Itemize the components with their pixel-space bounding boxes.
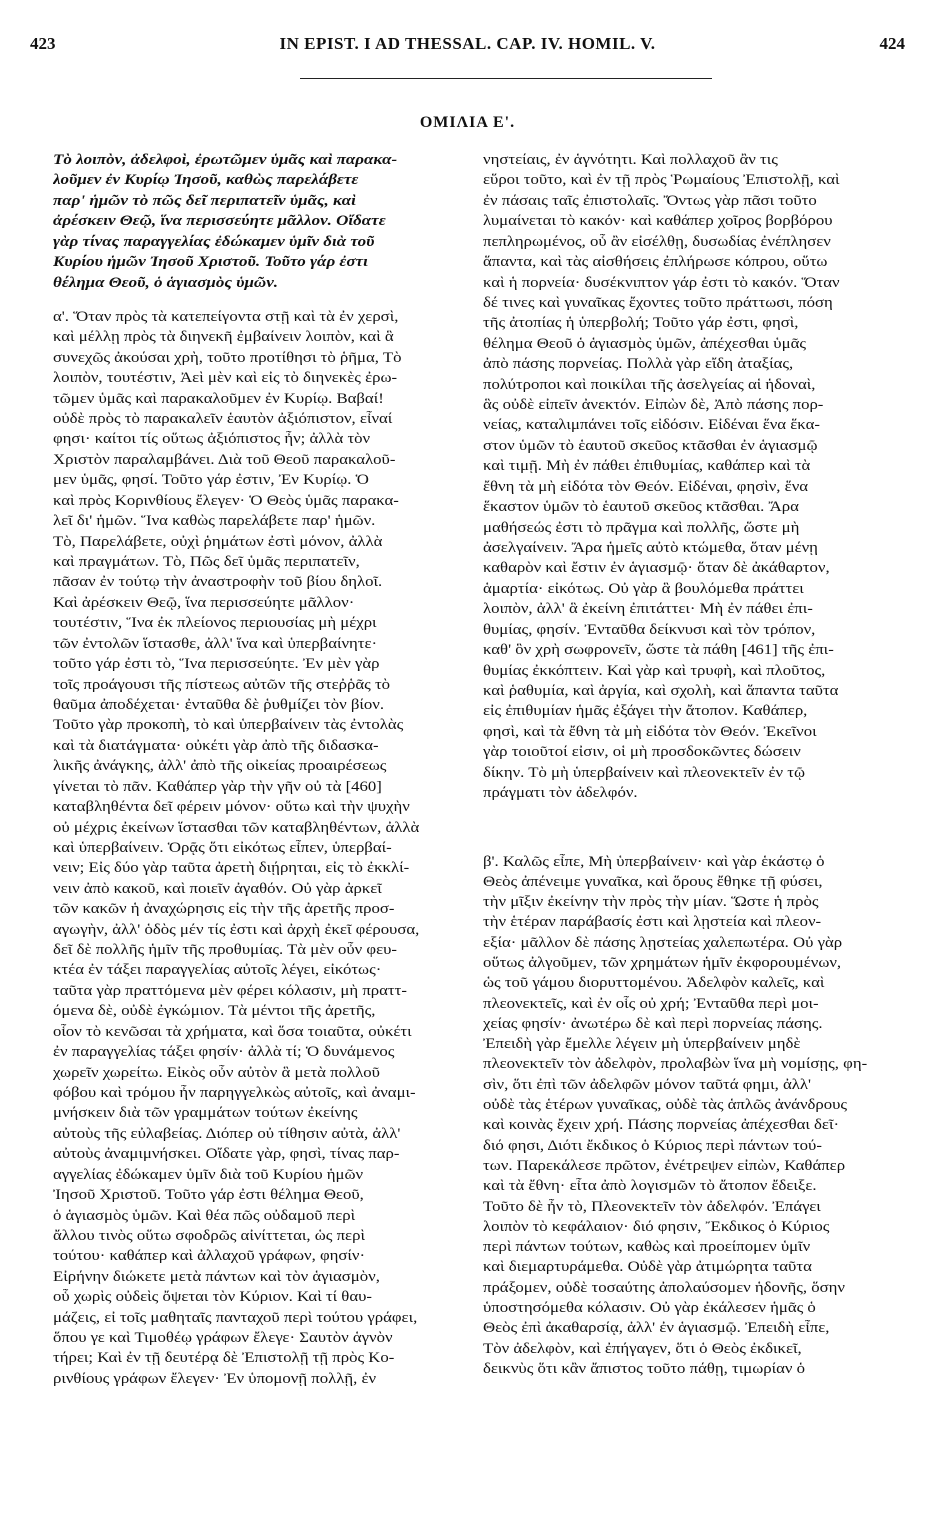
text-line: οἷον τὸ κενῶσαι τὰ χρήματα, καὶ ὅσα τοιαῦτα, οὐκέτι [53, 1023, 412, 1040]
text-line: κτέα ἐν τάξει παραγγελίας αὐτοῖς λέγει, εἰκότως· [53, 962, 382, 979]
text-line: πράξομεν, οὐδὲ τοσαύτης ἀπολαύσομεν ἡδονῆς, ὅσην [483, 1279, 845, 1296]
commentary-paragraph-beta [483, 852, 883, 1380]
running-header [30, 34, 905, 58]
text-line: ἁμαρτία· εἰκότως. Οὐ γὰρ ἃ βουλόμεθα πράττει [483, 580, 804, 597]
text-line: εξία· μᾶλλον δὲ πάσης λῃστείας χαλεπωτέρα. Οὐ γὰρ [483, 934, 843, 951]
text-line: δίκην. Τὸ μὴ ὑπερβαίνειν καὶ πλεονεκτεῖν ἐν τῷ [483, 764, 806, 781]
text-line: ἀρέσκειν Θεῷ, ἵνα περισσεύητε μᾶλλον. Οἴδατε [53, 213, 386, 230]
text-line: παρ' ἡμῶν τὸ πῶς δεῖ περιπατεῖν ὑμᾶς, καὶ [53, 192, 356, 209]
text-line: ὑποστησόμεθα κόλασιν. Οὐ γὰρ ἐκάλεσεν ἡμᾶς ὁ [483, 1300, 816, 1317]
text-line: ἕκαστον ὑμῶν τὸ ἑαυτοῦ σκεῦος κτᾶσθαι. Ἄρα [483, 499, 799, 516]
scripture-passage [53, 150, 453, 293]
text-line: ἀπὸ πάσης πορνείας. Πολλὰ γὰρ εἴδη ἀταξίας, [483, 356, 794, 373]
text-line: Κυρίου ἡμῶν Ἰησοῦ Χριστοῦ. Τοῦτο γάρ ἐστι [53, 254, 368, 271]
page-number-right: 424 [879, 34, 905, 53]
text-line: λοιπὸν, ἀλλ' ἃ ἐκείνη ἐπιτάττει· Μὴ ἐν πάθει ἐπι- [483, 601, 813, 618]
text-line: δέ τινες καὶ γυναῖκας ἔχοντες τοῦτο πράττωσι, πόση [483, 294, 833, 311]
text-line: Τοῦτο γὰρ προκοπὴ, τὸ καὶ ὑπερβαίνειν τὰς ἐντολὰς [53, 717, 404, 734]
text-line: καὶ τὰ διατάγματα· οὐκέτι γὰρ ἀπὸ τῆς διδασκα- [53, 737, 379, 754]
text-line: μνήσκειν διὰ τῶν γραμμάτων τούτων ἐκείνης [53, 1105, 358, 1122]
text-line: λεῖ δι' ἡμῶν. Ἵνα καθὼς παρελάβετε παρ' ἡμῶν. [53, 513, 376, 530]
text-line: Εἰρήνην διώκετε μετὰ πάντων καὶ τὸν ἁγιασμὸν, [53, 1268, 380, 1285]
text-line: τοῦτο γάρ ἐστι τὸ, Ἵνα περισσεύητε. Ἐν μὲν γὰρ [53, 656, 380, 673]
text-line: πλεονεκτεῖν τὸν ἀδελφὸν, προλαβὼν ἵνα μὴ νομίσῃς, φη- [483, 1056, 868, 1073]
text-line: φησι· καίτοι τίς οὕτως ἀξιόπιστος ἦν; ἀλλὰ τὸν [53, 431, 371, 448]
text-line: φησὶ, καὶ τὰ ἔθνη τὰ μὴ εἰδότα τὸν Θεόν. Ἐκεῖνοι [483, 723, 817, 740]
text-line: τῶν κακῶν ἡ ἀναχώρησις εἰς τὴν τῆς ἀρετῆς προσ- [53, 901, 395, 918]
text-line: πεπληρωμένος, οὗ ἂν εἰσέλθῃ, δυσωδίας ἐνέπλησεν [483, 233, 831, 250]
text-line: α'. Ὅταν πρὸς τὰ κατεπείγοντα στῇ καὶ τὰ ἐν χερσὶ, [53, 308, 399, 325]
text-line: Τοῦτο δὲ ἦν τὸ, Πλεονεκτεῖν τὸν ἀδελφόν. Ἐπάγει [483, 1198, 821, 1215]
text-line: Τὸν ἀδελφὸν, καὶ ἐπήγαγεν, ὅτι ὁ Θεὸς ἐκδικεῖ, [483, 1340, 802, 1357]
text-line: αγγελίας ἐδώκαμεν ὑμῖν διὰ τοῦ Κυρίου ἡμῶν [53, 1166, 364, 1183]
text-line: καὶ τιμῇ. Μὴ ἐν πάθει ἐπιθυμίας, καθάπερ καὶ τὰ [483, 458, 811, 475]
text-line: δεῖ δὲ πολλῆς ἡμῖν τῆς προθυμίας. Τὰ μὲν οὖν φευ- [53, 942, 397, 959]
text-line: εἰς ἐπιθυμίαν ἡμᾶς ἐξάγει τὴν ἄτοπον. Καθάπερ, [483, 703, 808, 720]
text-line: συνεχῶς ἀκούσαι χρὴ, τοῦτο προτίθησι τὸ ῥῆμα, Τὸ [53, 349, 402, 366]
text-line: Θεὸς ἐπὶ ἀκαθαρσίᾳ, ἀλλ' ἐν ἁγιασμῷ. Ἐπειδὴ εἶπε, [483, 1320, 830, 1337]
text-line: ταῦτα γὰρ πραττόμενα μὲν φέρει κόλασιν, μὴ πραττ- [53, 982, 407, 999]
text-line: τοῖς προάγουσι τῆς πίστεως αὐτῶν τῆς στεῤῥᾶς τὸ [53, 676, 391, 693]
text-line: Ἰησοῦ Χριστοῦ. Τοῦτο γάρ ἐστι θέλημα Θεοῦ, [53, 1187, 364, 1204]
text-line: λυμαίνεται τὸ κακόν· καὶ καθάπερ χοῖρος βορβόρου [483, 213, 833, 230]
text-line: θυμίας ἐκκόπτειν. Καὶ γὰρ καὶ τρυφὴ, καὶ πλοῦτος, [483, 662, 826, 679]
text-line: γὰρ τίνας παραγγελίας ἐδώκαμεν ὑμῖν διὰ τοῦ [53, 233, 375, 250]
text-line: οὐδὲ τὰς ἑτέρων γυναῖκας, οὐδὲ τὰς ἁπλῶς ἀνάνδρους [483, 1097, 848, 1114]
text-line: χωρεῖν χωρείτω. Εἰκὸς οὖν αὐτὸν ἃ μετὰ πολλοῦ [53, 1064, 380, 1081]
left-column [53, 150, 453, 1389]
text-line: Τὸ, Παρελάβετε, οὐχὶ ῥημάτων ἐστὶ μόνον, ἀλλὰ [53, 533, 383, 550]
text-line: Τὸ λοιπὸν, ἀδελφοὶ, ἐρωτῶμεν ὑμᾶς καὶ παρακα- [53, 152, 398, 168]
text-line: πράγματι τὸν ἀδελφόν. [483, 785, 638, 802]
text-line: ἐν παραγγελίας τάξει φησίν· ἀλλὰ τί; Ὁ δυνάμενος [53, 1044, 395, 1061]
text-line: θυμίας, φησίν. Ἐνταῦθα δείκνυσι καὶ τὸν τρόπον, [483, 621, 816, 638]
text-line: Καὶ ἀρέσκειν Θεῷ, ἵνα περισσεύητε μᾶλλον· [53, 594, 355, 611]
text-line: ὡς τοῦ γάμου διορυττομένου. Ἀδελφὸν καλεῖς, καὶ [483, 975, 825, 992]
text-line: οὐ μέχρις ἐκείνων ἵστασθαι τῶν καταβληθέντων, ἀλλὰ [53, 819, 420, 836]
text-line: τῶν ἐντολῶν ἵστασθε, ἀλλ' ἵνα καὶ ὑπερβαίνητε· [53, 635, 378, 652]
text-line: σὶν, ὅτι ἐπὶ τῶν ἀδελφῶν μόνον ταῦτά φημι, ἀλλ' [483, 1076, 811, 1093]
text-line: νειν ἀπὸ κακοῦ, καὶ ποιεῖν ἀγαθόν. Οὐ γὰρ ἀρκεῖ [53, 880, 382, 897]
text-line: Ἐπειδὴ γὰρ ἔμελλε λέγειν μὴ ὑπερβαίνειν μηδὲ [483, 1036, 801, 1053]
commentary-paragraph-continued [483, 150, 883, 804]
text-line: διό φησι, Διότι ἔκδικος ὁ Κύριος περὶ πάντων τού- [483, 1137, 822, 1154]
text-line: μεν ὑμᾶς, φησί. Τοῦτο γάρ ἐστιν, Ἐν Κυρίῳ. Ὁ [53, 472, 369, 489]
text-line: φόβου καὶ τρόμου ἦν παρηγγελκὼς αὐτοῖς, καὶ ἀναμι- [53, 1084, 416, 1101]
text-line: καὶ ῥαθυμία, καὶ ἀργία, καὶ σχολὴ, καὶ ἅπαντα ταῦτα [483, 682, 839, 699]
text-line: καθαρὸν καὶ ἔστιν ἐν ἁγιασμῷ· ὅταν δὲ ἀκάθαρτον, [483, 560, 830, 577]
text-line: ὁ ἁγιασμὸς ὑμῶν. Καὶ θέα πῶς οὐδαμοῦ περὶ [53, 1207, 356, 1224]
text-line: καὶ τὰ ἔθνη· εἶτα ἀπὸ λογισμῶν τὸ ἄτοπον ἔδειξε. [483, 1178, 817, 1195]
text-line: δεικνὺς ὅτι κἂν ἄπιστος τοῦτο πάθῃ, τιμωρίαν ὁ [483, 1360, 805, 1377]
text-line: μαθήσεώς ἐστι τὸ πρᾶγμα καὶ πολλῆς, ὥστε μὴ [483, 519, 800, 536]
text-line: καθ' ὃν χρὴ σωφρονεῖν, ὥστε τὰ πάθη [461] τῆς ἐπι- [483, 642, 834, 659]
text-line: των. Παρεκάλεσε πρῶτον, ἐνέτρεψεν εἰπὼν, Καθάπερ [483, 1157, 846, 1174]
text-line: πλεονεκτεῖς, καὶ ἐν οἷς οὐ χρή; Ἐνταῦθα περὶ μοι- [483, 995, 819, 1012]
text-line: μάζεις, εἰ τοῖς μαθηταῖς πανταχοῦ περὶ τούτου γράφει, [53, 1309, 418, 1326]
text-line: νειν; Εἰς δύο γὰρ ταῦτα ἀρετὴ διῄρηται, εἰς τὸ ἐκκλί- [53, 860, 410, 877]
text-line: τὴν ἑτέραν παράβασίς ἐστι καὶ λῃστεία καὶ πλεον- [483, 914, 822, 931]
text-line: ρινθίους γράφων ἔλεγεν· Ἐν ὑπομονῇ πολλῇ, ἐν [53, 1370, 377, 1387]
text-line: καὶ κοινὰς ἔχειν χρή. Πάσης πορνείας ἀπέχεσθαι δεῖ· [483, 1117, 840, 1134]
text-line: ἅπαντα, καὶ τὰς αἰσθήσεις ἐπλήρωσε κόπρου, οὕτω [483, 254, 828, 271]
text-line: ἀσελγαίνειν. Ἄρα ἡμεῖς αὐτὸ κτώμεθα, ὅταν μένῃ [483, 540, 818, 557]
text-line: θέλημα Θεοῦ ὁ ἁγιασμὸς ὑμῶν, ἀπέχεσθαι ὑμᾶς [483, 335, 806, 352]
text-line: Θεὸς ἀπένειμε γυναῖκα, καὶ ὅρους ἔθηκε τῇ φύσει, [483, 873, 823, 890]
text-line: τούτου· καθάπερ καὶ ἀλλαχοῦ γράφων, φησίν· [53, 1248, 366, 1265]
text-line: οὕτως ἀλγοῦμεν, τῶν χρημάτων ἡμῖν ἐκφορουμένων, [483, 954, 842, 971]
text-line: όμενα δὲ, οὐδὲ ἐγκώμιον. Τὰ μέντοι τῆς ἀρετῆς, [53, 1003, 376, 1020]
text-line: αὐτοὺς ἀναμιμνήσκει. Οἴδατε γὰρ, φησὶ, τίνας παρ- [53, 1146, 400, 1163]
text-line: ἄλλου τινὸς οὕτω σφοδρῶς αἰνίττεται, ὡς περὶ [53, 1227, 365, 1244]
text-line: καὶ ἡ πορνεία· δυσέκνιπτον γάρ ἐστι τὸ κακόν. Ὅταν [483, 274, 840, 291]
text-line: ἐν πάσαις ταῖς ἐπιστολαῖς. Ὄντως γὰρ πᾶσι τοῦτο [483, 192, 817, 209]
text-line: καταβληθέντα δεῖ φέρειν μόνον· οὕτω καὶ τὴν ψυχὴν [53, 799, 410, 816]
text-line: χείας φησίν· ἀνωτέρω δὲ καὶ περὶ πορνείας πάσης. [483, 1015, 823, 1032]
text-line: λοῦμεν ἐν Κυρίῳ Ἰησοῦ, καθὼς παρελάβετε [53, 172, 359, 189]
header-rule [300, 78, 712, 79]
text-line: τῆς ἀτοπίας ἡ ὑπερβολή; Τοῦτο γάρ ἐστι, φησὶ, [483, 315, 799, 332]
text-line: περὶ πάντων τούτων, καθὼς καὶ προείπομεν ὑμῖν [483, 1239, 811, 1256]
text-line: πολύτροποι καὶ ποικίλαι τῆς ἀσελγείας αἱ ἡδοναὶ, [483, 376, 816, 393]
text-line: ἃς οὐδὲ εἰπεῖν ἀνεκτόν. Εἰπὼν δὲ, Ἀπὸ πάσης πορ- [483, 397, 824, 414]
text-line: νείας, καταλιμπάνει τοῖς εἰδόσιν. Εἰδέναι ἕνα ἕκα- [483, 417, 820, 434]
text-line: πᾶσαν ἐν τούτῳ τὴν ἀναστροφὴν τοῦ βίου δηλοῖ. [53, 574, 383, 591]
text-line: καὶ μέλλῃ πρὸς τὰ διηνεκῆ ἐμβαίνειν λοιπὸν, καὶ ἃ [53, 329, 394, 346]
text-line: λικῆς ἀνάγκης, ἀλλ' ἀπὸ τῆς οἰκείας προαιρέσεως [53, 758, 387, 775]
text-line: τῶμεν ὑμᾶς καὶ παρακαλοῦμεν ἐν Κυρίῳ. Βαβαί! [53, 390, 384, 407]
text-line: β'. Καλῶς εἶπε, Μὴ ὑπερβαίνειν· καὶ γὰρ ἑκάστῳ ὁ [483, 853, 825, 870]
homily-title: ΟΜΙΛΙΑ Ε'. [419, 114, 516, 131]
text-line: ἔθνη τὰ μὴ εἰδότα τὸν Θεόν. Εἰδέναι, φησὶν, ἕνα [483, 478, 809, 495]
text-line: καὶ ὑπερβαίνειν. Ὁρᾷς ὅτι εἰκότως εἶπεν, ὑπερβαί- [53, 839, 392, 856]
text-line: αγωγὴν, ἀλλ' ὁδὸς μέν τίς ἐστι καὶ ἀρχὴ ἐκεῖ φέρουσα, [53, 921, 420, 938]
text-line: ὅπου γε καὶ Τιμοθέῳ γράφων ἔλεγε· Σαυτὸν ἁγνὸν [53, 1330, 393, 1347]
text-line: τὴν μῖξιν ἐκείνην τὴν πρὸς τὴν μίαν. Ὥστε ἡ πρὸς [483, 894, 819, 911]
text-line: εὕροι τοῦτο, καὶ ἐν τῇ πρὸς Ῥωμαίους Ἐπιστολῇ, καὶ [483, 172, 840, 189]
text-line: θαῦμα ἀποδέχεται· ἐνταῦθα δὲ ῥυθμίζει τὸν βίον. [53, 696, 385, 713]
text-line: νηστείαις, ἐν ἁγνότητι. Καὶ πολλαχοῦ ἂν τις [483, 152, 778, 168]
right-column [483, 150, 883, 1379]
commentary-paragraph-alpha [53, 307, 453, 1389]
text-line: τουτέστιν, Ἵνα ἐκ πλείονος περιουσίας μὴ μέχρι [53, 615, 377, 632]
text-line: καὶ πρὸς Κορινθίους ἔλεγεν· Ὁ Θεὸς ὑμᾶς παρακα- [53, 492, 399, 509]
text-line: αὐτοὺς τῆς εὐλαβείας. Διόπερ οὐ τίθησιν αὐτὰ, ἀλλ' [53, 1125, 401, 1142]
page-number-left: 423 [30, 34, 56, 53]
text-line: γίνεται τὸ πᾶν. Καθάπερ γὰρ τὴν γῆν οὐ τὰ [460] [53, 778, 382, 795]
text-line: θέλημα Θεοῦ, ὁ ἁγιασμὸς ὑμῶν. [53, 274, 278, 291]
running-title: IN EPIST. I AD THESSAL. CAP. IV. HOMIL. V. [279, 34, 656, 53]
text-line: Χριστὸν παραλαμβάνει. Διὰ τοῦ Θεοῦ παρακαλοῦ- [53, 451, 396, 468]
text-line: γὰρ τοιοῦτοί εἰσιν, οἱ μὴ προσδοκῶντες δώσειν [483, 744, 801, 761]
text-line: στον ὑμῶν τὸ ἑαυτοῦ σκεῦος κτᾶσθαι ἐν ἁγιασμῷ [483, 437, 818, 454]
text-line: καὶ πραγμάτων. Τὸ, Πῶς δεῖ ὑμᾶς περιπατεῖν, [53, 554, 360, 571]
text-line: λοιπὸν, τουτέστιν, Ἀεὶ μὲν καὶ εἰς τὸ διηνεκὲς ἐρω- [53, 370, 398, 387]
text-line: οὐδὲ πρὸς τὸ παρακαλεῖν ἑαυτὸν ἀξιόπιστον, εἶναί [53, 411, 393, 428]
text-line: οὗ χωρὶς οὐδεὶς ὄψεται τὸν Κύριον. Καὶ τί θαυ- [53, 1289, 372, 1306]
text-line: τήρει; Καὶ ἐν τῇ δευτέρᾳ δὲ Ἐπιστολῇ τῇ πρὸς Κο- [53, 1350, 395, 1367]
text-line: λοιπὸν τὸ κεφάλαιον· διό φησιν, Ἔκδικος ὁ Κύριος [483, 1218, 830, 1235]
text-line: καὶ διεμαρτυράμεθα. Οὐδὲ γὰρ ἀτιμώρητα ταῦτα [483, 1259, 812, 1276]
